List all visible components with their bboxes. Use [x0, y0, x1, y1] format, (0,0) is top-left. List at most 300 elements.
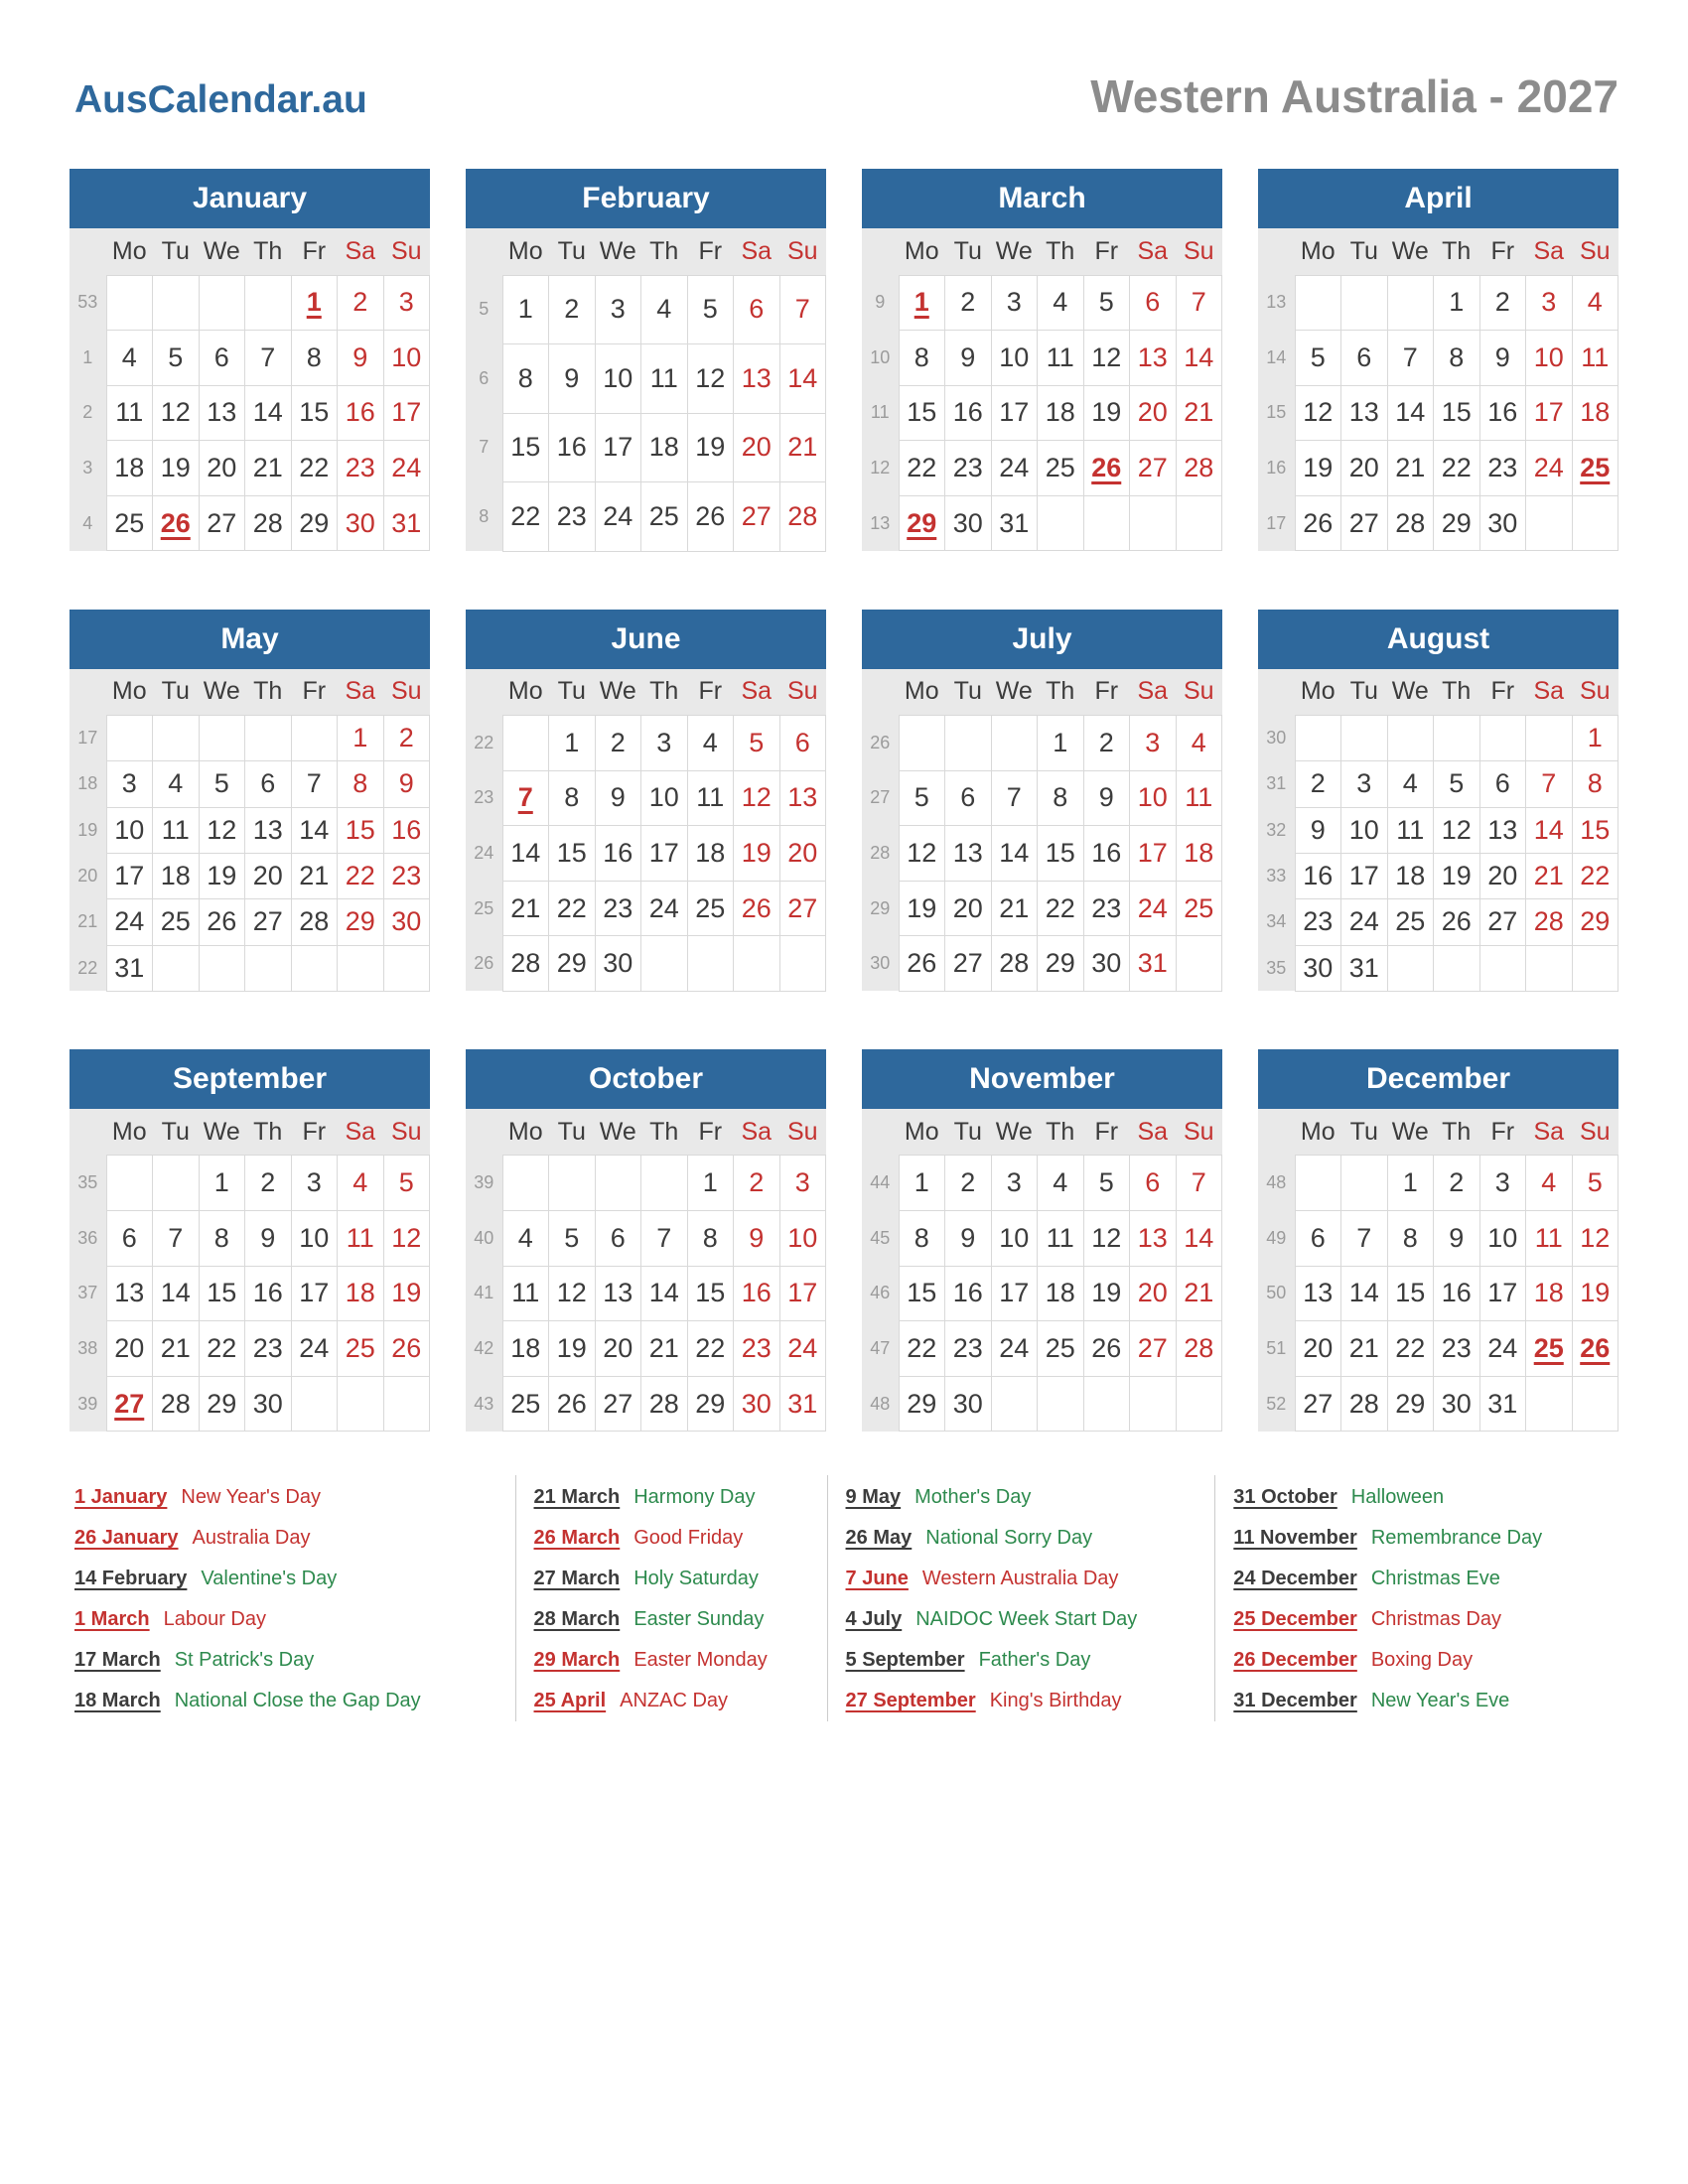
day-cell: 11 — [153, 807, 200, 853]
day-cell: 18 — [1176, 826, 1222, 882]
holiday-date[interactable]: 25 December — [1233, 1608, 1357, 1631]
day-cell: 28 — [1526, 899, 1573, 945]
week-number: 36 — [70, 1211, 106, 1267]
day-cell: 15 — [899, 385, 945, 441]
day-cell — [945, 716, 992, 771]
week-number: 2 — [70, 385, 106, 441]
holiday-date[interactable]: 18 March — [74, 1690, 161, 1712]
day-cell — [153, 716, 200, 761]
day-cell: 16 — [734, 1266, 780, 1321]
day-cell: 15 — [338, 807, 384, 853]
day-cell: 22 — [1434, 441, 1480, 496]
week-number: 49 — [1258, 1211, 1295, 1267]
week-number: 39 — [466, 1156, 502, 1211]
day-cell — [1526, 716, 1573, 761]
day-cell: 30 — [383, 899, 430, 945]
day-cell: 8 — [291, 331, 338, 386]
holiday-day-cell[interactable]: 27 — [106, 1376, 153, 1432]
day-cell: 30 — [945, 495, 992, 551]
day-header-we: We — [203, 677, 240, 706]
holiday-date[interactable]: 4 July — [845, 1608, 903, 1631]
holiday-day-cell[interactable]: 1 — [899, 275, 945, 331]
day-header-sa: Sa — [1137, 236, 1169, 265]
day-cell: 11 — [1526, 1211, 1573, 1267]
day-cell: 25 — [338, 1321, 384, 1377]
day-cell: 28 — [245, 495, 292, 551]
day-header-we: We — [599, 236, 636, 265]
holiday-date[interactable]: 26 January — [74, 1527, 179, 1550]
holiday-date[interactable]: 21 March — [533, 1486, 621, 1509]
day-cell: 6 — [106, 1211, 153, 1267]
holiday-item — [74, 1477, 515, 1518]
day-cell: 27 — [1130, 1321, 1177, 1377]
week-number: 14 — [1258, 331, 1295, 386]
day-cell: 17 — [1526, 385, 1573, 441]
week-number: 24 — [466, 826, 502, 882]
day-cell: 18 — [338, 1266, 384, 1321]
day-cell — [1295, 716, 1341, 761]
holiday-item — [1233, 1599, 1618, 1640]
holiday-date[interactable]: 9 May — [845, 1486, 902, 1509]
day-cell: 21 — [502, 881, 549, 936]
day-cell: 24 — [641, 881, 688, 936]
month-title: June — [466, 610, 826, 669]
day-cell: 12 — [687, 344, 734, 414]
day-cell: 1 — [199, 1156, 245, 1211]
week-number: 45 — [862, 1211, 899, 1267]
day-cell: 14 — [1387, 385, 1434, 441]
day-cell: 11 — [502, 1266, 549, 1321]
day-cell: 13 — [945, 826, 992, 882]
day-cell: 21 — [991, 881, 1038, 936]
day-cell: 26 — [687, 482, 734, 552]
day-cell: 31 — [383, 495, 430, 551]
day-cell: 4 — [502, 1211, 549, 1267]
holiday-date[interactable]: 27 September — [845, 1690, 976, 1712]
day-cell: 19 — [1572, 1266, 1618, 1321]
day-cell: 12 — [1572, 1211, 1618, 1267]
day-cell: 27 — [734, 482, 780, 552]
holiday-date[interactable]: 24 December — [1233, 1568, 1357, 1590]
week-number: 44 — [862, 1156, 899, 1211]
day-header-su: Su — [1579, 1117, 1611, 1146]
day-cell: 22 — [1038, 881, 1084, 936]
day-cell: 6 — [1341, 331, 1388, 386]
day-cell: 22 — [291, 441, 338, 496]
day-cell: 31 — [991, 495, 1038, 551]
day-cell: 21 — [1176, 385, 1222, 441]
day-header-fr: Fr — [698, 1117, 723, 1146]
day-cell: 5 — [899, 770, 945, 826]
day-cell: 8 — [1387, 1211, 1434, 1267]
day-header-sa: Sa — [1533, 1117, 1565, 1146]
month-title: December — [1258, 1049, 1618, 1109]
week-number: 7 — [466, 413, 502, 482]
holiday-day-cell[interactable]: 26 — [1572, 1321, 1618, 1377]
day-header-mo: Mo — [507, 677, 543, 706]
day-header-su: Su — [1183, 677, 1214, 706]
day-cell: 1 — [1572, 716, 1618, 761]
day-cell: 20 — [734, 413, 780, 482]
holiday-date[interactable]: 7 June — [845, 1568, 909, 1590]
day-cell — [1176, 495, 1222, 551]
holiday-date[interactable]: 1 March — [74, 1608, 150, 1631]
day-cell: 19 — [1083, 1266, 1130, 1321]
day-cell — [338, 1376, 384, 1432]
day-cell — [549, 1156, 596, 1211]
day-cell: 24 — [991, 441, 1038, 496]
day-cell: 4 — [1176, 716, 1222, 771]
day-cell: 3 — [1130, 716, 1177, 771]
month-title: August — [1258, 610, 1618, 669]
month-july — [862, 610, 1222, 992]
day-cell: 17 — [779, 1266, 826, 1321]
day-cell: 3 — [106, 761, 153, 807]
day-cell: 21 — [1526, 853, 1573, 898]
day-cell: 5 — [153, 331, 200, 386]
holiday-item — [1233, 1559, 1618, 1599]
day-cell: 10 — [595, 344, 641, 414]
day-cell — [383, 1376, 430, 1432]
holiday-date[interactable]: 1 January — [74, 1486, 168, 1509]
day-cell: 14 — [779, 344, 826, 414]
day-cell — [1526, 495, 1573, 551]
day-cell: 8 — [338, 761, 384, 807]
day-cell: 24 — [383, 441, 430, 496]
day-cell — [1038, 495, 1084, 551]
holiday-item — [534, 1477, 827, 1518]
holiday-date[interactable]: 11 November — [1233, 1527, 1357, 1550]
day-cell — [1434, 716, 1480, 761]
day-header-sa: Sa — [1137, 677, 1169, 706]
day-cell: 16 — [245, 1266, 292, 1321]
day-cell: 27 — [1295, 1376, 1341, 1432]
day-header-su: Su — [390, 236, 422, 265]
holiday-item — [534, 1681, 827, 1721]
day-cell: 27 — [245, 899, 292, 945]
day-header-tu: Tu — [557, 236, 586, 265]
holiday-date[interactable]: 14 February — [74, 1568, 188, 1590]
day-cell: 5 — [1295, 331, 1341, 386]
day-cell: 12 — [1295, 385, 1341, 441]
day-cell: 23 — [383, 853, 430, 898]
holiday-date[interactable]: 26 December — [1233, 1649, 1357, 1672]
day-cell: 2 — [1434, 1156, 1480, 1211]
day-cell: 17 — [595, 413, 641, 482]
month-may — [70, 610, 430, 992]
day-cell: 6 — [1130, 275, 1177, 331]
month-december — [1258, 1049, 1618, 1432]
day-cell: 6 — [245, 761, 292, 807]
day-header-sa: Sa — [1137, 1117, 1169, 1146]
day-cell: 31 — [1130, 936, 1177, 992]
day-cell: 27 — [1130, 441, 1177, 496]
day-cell: 14 — [153, 1266, 200, 1321]
holiday-item — [846, 1640, 1215, 1681]
day-cell: 10 — [1526, 331, 1573, 386]
day-cell: 26 — [1295, 495, 1341, 551]
day-cell — [1387, 945, 1434, 991]
week-column-header — [862, 1109, 899, 1156]
day-cell: 5 — [1434, 761, 1480, 807]
day-cell: 3 — [641, 716, 688, 771]
day-cell — [502, 1156, 549, 1211]
day-cell: 14 — [1526, 807, 1573, 853]
holiday-item — [534, 1640, 827, 1681]
holiday-day-cell[interactable]: 1 — [291, 275, 338, 331]
site-logo[interactable]: AusCalendar.au — [74, 78, 367, 121]
week-number: 37 — [70, 1266, 106, 1321]
day-cell: 15 — [291, 385, 338, 441]
day-cell: 8 — [1434, 331, 1480, 386]
day-header-we: We — [995, 677, 1033, 706]
day-cell: 1 — [687, 1156, 734, 1211]
day-cell: 12 — [1083, 331, 1130, 386]
day-cell — [1130, 1376, 1177, 1432]
day-cell: 29 — [338, 899, 384, 945]
week-number: 20 — [70, 853, 106, 898]
holiday-date[interactable]: 27 March — [533, 1568, 621, 1590]
day-cell — [153, 275, 200, 331]
day-header-su: Su — [786, 236, 818, 265]
month-april — [1258, 169, 1618, 552]
week-number: 27 — [862, 770, 899, 826]
week-number: 13 — [1258, 275, 1295, 331]
month-title: March — [862, 169, 1222, 228]
holiday-day-cell[interactable]: 25 — [1572, 441, 1618, 496]
day-cell: 15 — [687, 1266, 734, 1321]
day-cell: 24 — [991, 1321, 1038, 1377]
day-cell: 1 — [549, 716, 596, 771]
holiday-name: Easter Monday — [633, 1649, 768, 1672]
day-cell: 30 — [1434, 1376, 1480, 1432]
day-cell: 25 — [106, 495, 153, 551]
day-cell: 17 — [1341, 853, 1388, 898]
day-cell: 25 — [153, 899, 200, 945]
day-cell: 10 — [1341, 807, 1388, 853]
day-cell: 15 — [1434, 385, 1480, 441]
week-number: 50 — [1258, 1266, 1295, 1321]
holiday-date[interactable]: 31 October — [1233, 1486, 1337, 1509]
day-cell: 22 — [502, 482, 549, 552]
day-header-th: Th — [253, 677, 283, 706]
holiday-day-cell[interactable]: 26 — [153, 495, 200, 551]
week-column-header — [862, 669, 899, 716]
day-cell: 28 — [1176, 441, 1222, 496]
day-cell — [687, 936, 734, 992]
holiday-date[interactable]: 5 September — [845, 1649, 965, 1672]
week-number: 52 — [1258, 1376, 1295, 1432]
day-cell: 4 — [641, 275, 688, 344]
day-cell: 3 — [1479, 1156, 1526, 1211]
holiday-day-cell[interactable]: 29 — [899, 495, 945, 551]
day-cell: 15 — [1387, 1266, 1434, 1321]
day-cell: 11 — [1176, 770, 1222, 826]
day-cell: 30 — [245, 1376, 292, 1432]
day-cell — [641, 936, 688, 992]
day-cell: 20 — [945, 881, 992, 936]
holiday-day-cell[interactable]: 26 — [1083, 441, 1130, 496]
day-cell: 21 — [1341, 1321, 1388, 1377]
day-header-fr: Fr — [698, 677, 723, 706]
day-cell: 19 — [549, 1321, 596, 1377]
holiday-date[interactable]: 26 May — [845, 1527, 913, 1550]
day-cell: 15 — [1038, 826, 1084, 882]
day-cell — [899, 716, 945, 771]
holiday-item — [846, 1518, 1215, 1559]
day-cell: 4 — [1526, 1156, 1573, 1211]
day-cell: 20 — [106, 1321, 153, 1377]
day-cell — [199, 945, 245, 991]
week-number: 48 — [862, 1376, 899, 1432]
day-cell: 18 — [106, 441, 153, 496]
day-cell: 18 — [1387, 853, 1434, 898]
day-cell: 16 — [945, 1266, 992, 1321]
day-cell — [1038, 1376, 1084, 1432]
day-cell: 5 — [1572, 1156, 1618, 1211]
week-number: 33 — [1258, 853, 1295, 898]
day-cell: 9 — [945, 331, 992, 386]
week-number: 34 — [1258, 899, 1295, 945]
day-header-th: Th — [649, 1117, 679, 1146]
day-cell: 5 — [1083, 275, 1130, 331]
holiday-name: Mother's Day — [914, 1486, 1032, 1509]
day-cell: 14 — [641, 1266, 688, 1321]
day-cell: 9 — [1479, 331, 1526, 386]
day-header-sa: Sa — [345, 1117, 376, 1146]
day-cell: 23 — [945, 441, 992, 496]
day-cell: 9 — [1434, 1211, 1480, 1267]
day-cell: 7 — [1526, 761, 1573, 807]
day-cell: 14 — [502, 826, 549, 882]
week-number: 16 — [1258, 441, 1295, 496]
day-cell: 9 — [383, 761, 430, 807]
day-cell: 15 — [899, 1266, 945, 1321]
day-cell: 1 — [338, 716, 384, 761]
day-cell: 26 — [1083, 1321, 1130, 1377]
day-cell: 7 — [641, 1211, 688, 1267]
week-number: 40 — [466, 1211, 502, 1267]
day-cell — [991, 716, 1038, 771]
day-cell: 29 — [1038, 936, 1084, 992]
day-header-tu: Tu — [953, 236, 982, 265]
day-cell: 20 — [245, 853, 292, 898]
page-title: Western Australia - 2027 — [1090, 70, 1618, 122]
day-cell: 29 — [1434, 495, 1480, 551]
day-cell: 23 — [945, 1321, 992, 1377]
day-cell: 7 — [1341, 1211, 1388, 1267]
day-cell: 30 — [1295, 945, 1341, 991]
holiday-item — [534, 1518, 827, 1559]
day-cell: 1 — [1038, 716, 1084, 771]
holiday-date[interactable]: 17 March — [74, 1649, 161, 1672]
day-cell: 18 — [502, 1321, 549, 1377]
day-header-th: Th — [1046, 677, 1075, 706]
day-header-mo: Mo — [507, 236, 543, 265]
day-header-we: We — [995, 236, 1033, 265]
holiday-date[interactable]: 26 March — [533, 1527, 621, 1550]
month-november — [862, 1049, 1222, 1432]
day-header-mo: Mo — [507, 1117, 543, 1146]
day-cell: 29 — [899, 1376, 945, 1432]
day-cell: 4 — [153, 761, 200, 807]
day-cell: 27 — [945, 936, 992, 992]
holiday-name: Halloween — [1350, 1486, 1445, 1509]
holiday-date[interactable]: 25 April — [533, 1690, 607, 1712]
day-header-we: We — [203, 1117, 240, 1146]
day-cell: 14 — [1341, 1266, 1388, 1321]
day-cell: 12 — [153, 385, 200, 441]
day-cell: 3 — [291, 1156, 338, 1211]
week-number: 43 — [466, 1376, 502, 1432]
day-header-we: We — [1391, 1117, 1429, 1146]
day-cell — [199, 716, 245, 761]
day-cell — [106, 716, 153, 761]
holiday-name: Western Australia Day — [921, 1568, 1119, 1590]
day-cell: 18 — [641, 413, 688, 482]
day-header-tu: Tu — [161, 236, 190, 265]
day-header-mo: Mo — [111, 677, 147, 706]
day-cell: 22 — [687, 1321, 734, 1377]
day-cell: 24 — [1341, 899, 1388, 945]
day-cell: 25 — [1387, 899, 1434, 945]
day-cell — [106, 275, 153, 331]
holiday-item — [534, 1559, 827, 1599]
day-header-we: We — [203, 236, 240, 265]
day-cell: 9 — [1083, 770, 1130, 826]
day-cell: 28 — [641, 1376, 688, 1432]
day-cell: 27 — [595, 1376, 641, 1432]
day-cell: 30 — [595, 936, 641, 992]
holiday-day-cell[interactable]: 7 — [502, 770, 549, 826]
day-cell: 2 — [1295, 761, 1341, 807]
day-header-fr: Fr — [302, 677, 327, 706]
day-cell: 19 — [383, 1266, 430, 1321]
week-number: 47 — [862, 1321, 899, 1377]
day-cell: 29 — [1572, 899, 1618, 945]
day-cell — [199, 275, 245, 331]
day-cell: 9 — [338, 331, 384, 386]
day-cell: 20 — [199, 441, 245, 496]
day-cell: 19 — [199, 853, 245, 898]
day-cell: 14 — [1176, 331, 1222, 386]
holiday-date[interactable]: 31 December — [1233, 1690, 1357, 1712]
holiday-day-cell[interactable]: 25 — [1526, 1321, 1573, 1377]
holiday-date[interactable]: 29 March — [533, 1649, 621, 1672]
day-cell — [641, 1156, 688, 1211]
day-cell: 9 — [245, 1211, 292, 1267]
holiday-item — [846, 1477, 1215, 1518]
day-cell: 26 — [734, 881, 780, 936]
day-cell: 20 — [1479, 853, 1526, 898]
day-header-th: Th — [649, 236, 679, 265]
day-cell: 21 — [1176, 1266, 1222, 1321]
day-cell: 10 — [1479, 1211, 1526, 1267]
holiday-date[interactable]: 28 March — [533, 1608, 621, 1631]
week-number: 22 — [466, 716, 502, 771]
day-cell — [106, 1156, 153, 1211]
day-cell — [595, 1156, 641, 1211]
week-number: 53 — [70, 275, 106, 331]
day-cell: 19 — [1434, 853, 1480, 898]
day-cell: 14 — [291, 807, 338, 853]
week-column-header — [466, 1109, 502, 1156]
day-header-fr: Fr — [1094, 236, 1119, 265]
day-cell: 6 — [779, 716, 826, 771]
day-cell: 7 — [779, 275, 826, 344]
day-cell: 11 — [1387, 807, 1434, 853]
month-title: April — [1258, 169, 1618, 228]
